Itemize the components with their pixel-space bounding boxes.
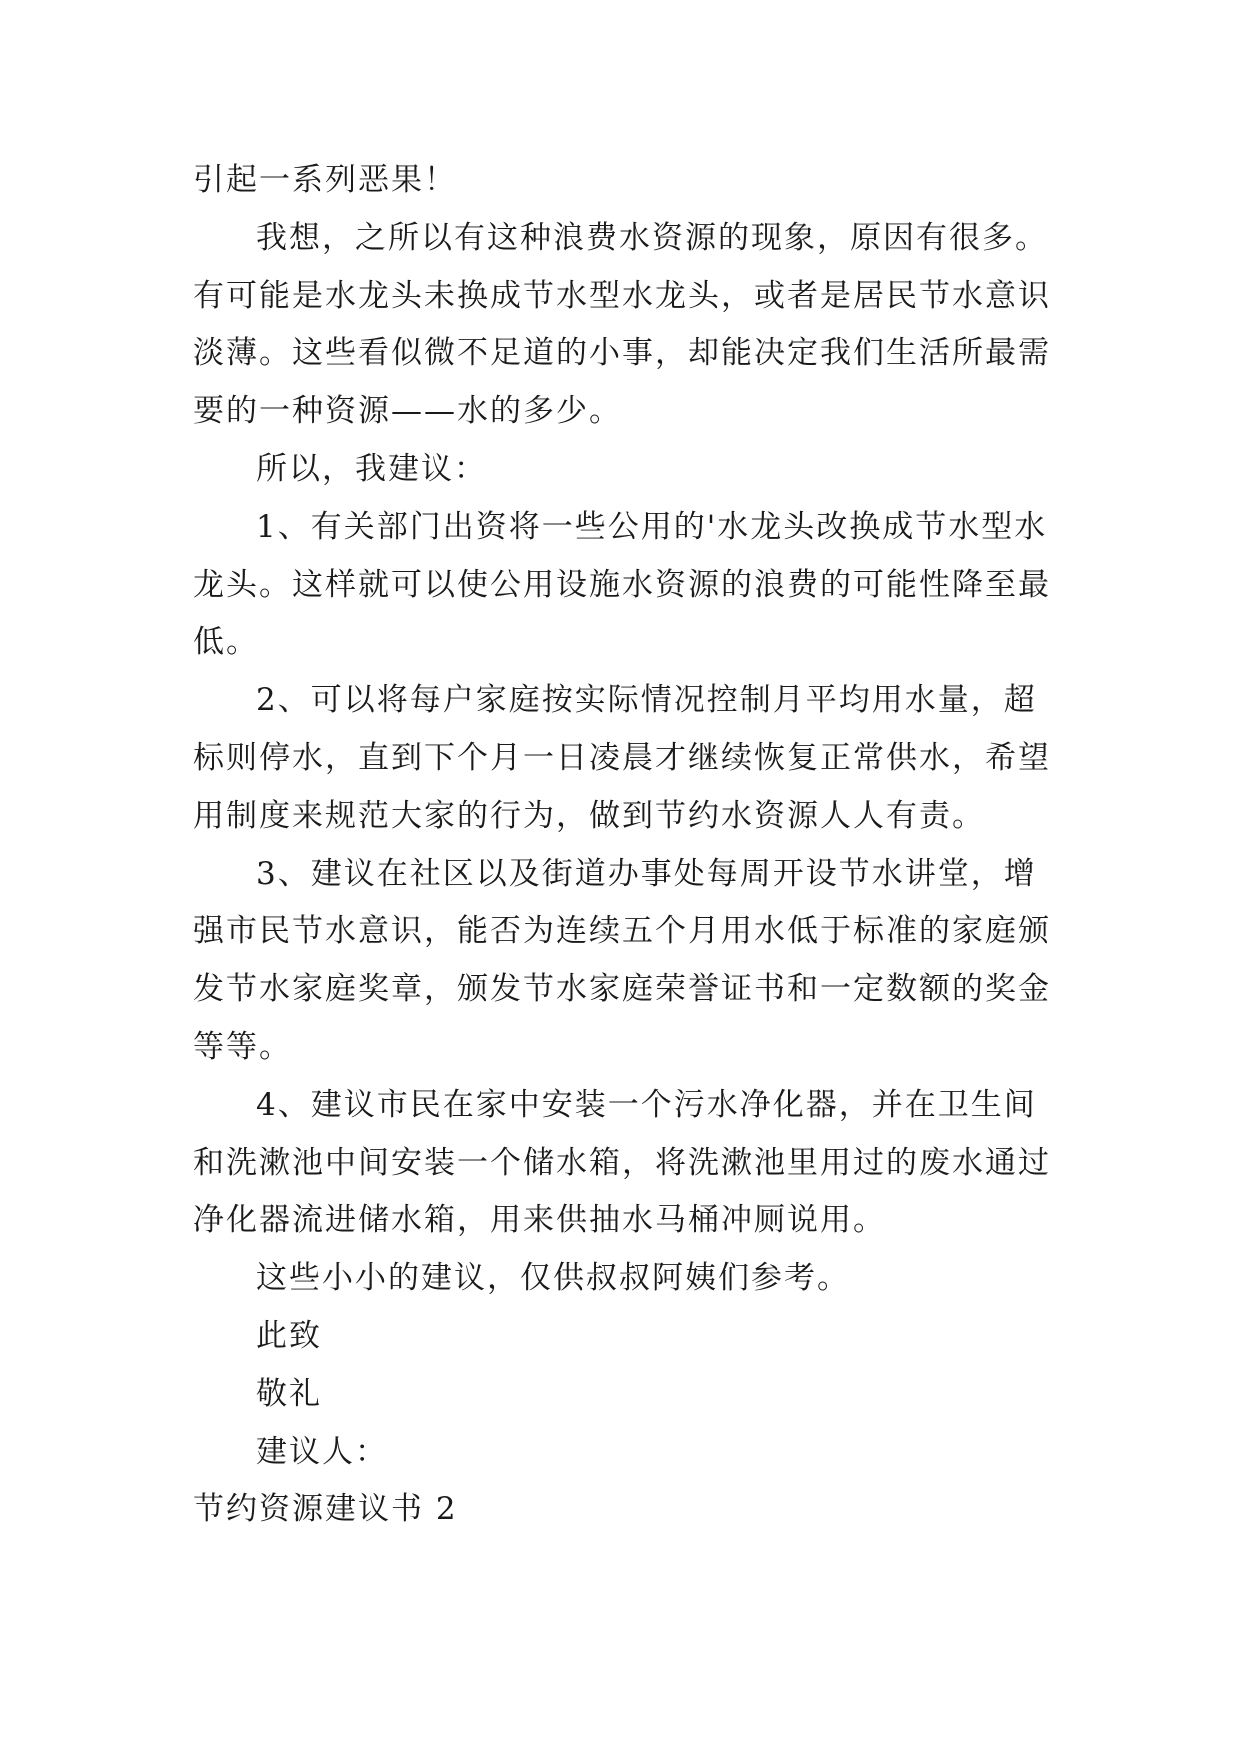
list-item-line: 强市民节水意识，能否为连续五个月用水低于标准的家庭颁 (193, 913, 1051, 949)
list-item-line: 4、建议市民在家中安装一个污水净化器，并在卫生间 (256, 1087, 1037, 1123)
list-item-line: 低。 (193, 624, 259, 660)
paragraph-line: 有可能是水龙头未换成节水型水龙头，或者是居民节水意识 (193, 278, 1051, 314)
salutation-line: 此致 (256, 1318, 322, 1354)
paragraph-line: 要的一种资源——水的多少。 (193, 393, 622, 429)
paragraph-line: 引起一系列恶果！ (193, 162, 457, 198)
paragraph-line: 所以，我建议： (256, 451, 487, 487)
closing-paragraph: 这些小小的建议，仅供叔叔阿姨们参考。 (256, 1260, 850, 1296)
list-item-line: 龙头。这样就可以使公用设施水资源的浪费的可能性降至最 (193, 567, 1051, 603)
list-item-line: 发节水家庭奖章，颁发节水家庭荣誉证书和一定数额的奖金 (193, 971, 1051, 1007)
signature-line: 建议人： (256, 1434, 388, 1470)
list-item-line: 净化器流进储水箱，用来供抽水马桶冲厕说用。 (193, 1202, 886, 1238)
list-item-line: 2、可以将每户家庭按实际情况控制月平均用水量，超 (256, 682, 1037, 718)
list-item-line: 用制度来规范大家的行为，做到节约水资源人人有责。 (193, 798, 985, 834)
salutation-line: 敬礼 (256, 1376, 322, 1412)
section-heading: 节约资源建议书 2 (193, 1491, 458, 1527)
list-item-line: 和洗漱池中间安装一个储水箱，将洗漱池里用过的废水通过 (193, 1145, 1051, 1181)
list-item-line: 1、有关部门出资将一些公用的'水龙头改换成节水型水 (256, 509, 1048, 545)
paragraph-line: 我想，之所以有这种浪费水资源的现象，原因有很多。 (256, 220, 1048, 256)
list-item-line: 等等。 (193, 1029, 292, 1065)
list-item-line: 标则停水，直到下个月一日凌晨才继续恢复正常供水，希望 (193, 740, 1051, 776)
paragraph-line: 淡薄。这些看似微不足道的小事，却能决定我们生活所最需 (193, 335, 1051, 371)
list-item-line: 3、建议在社区以及街道办事处每周开设节水讲堂，增 (256, 856, 1037, 892)
